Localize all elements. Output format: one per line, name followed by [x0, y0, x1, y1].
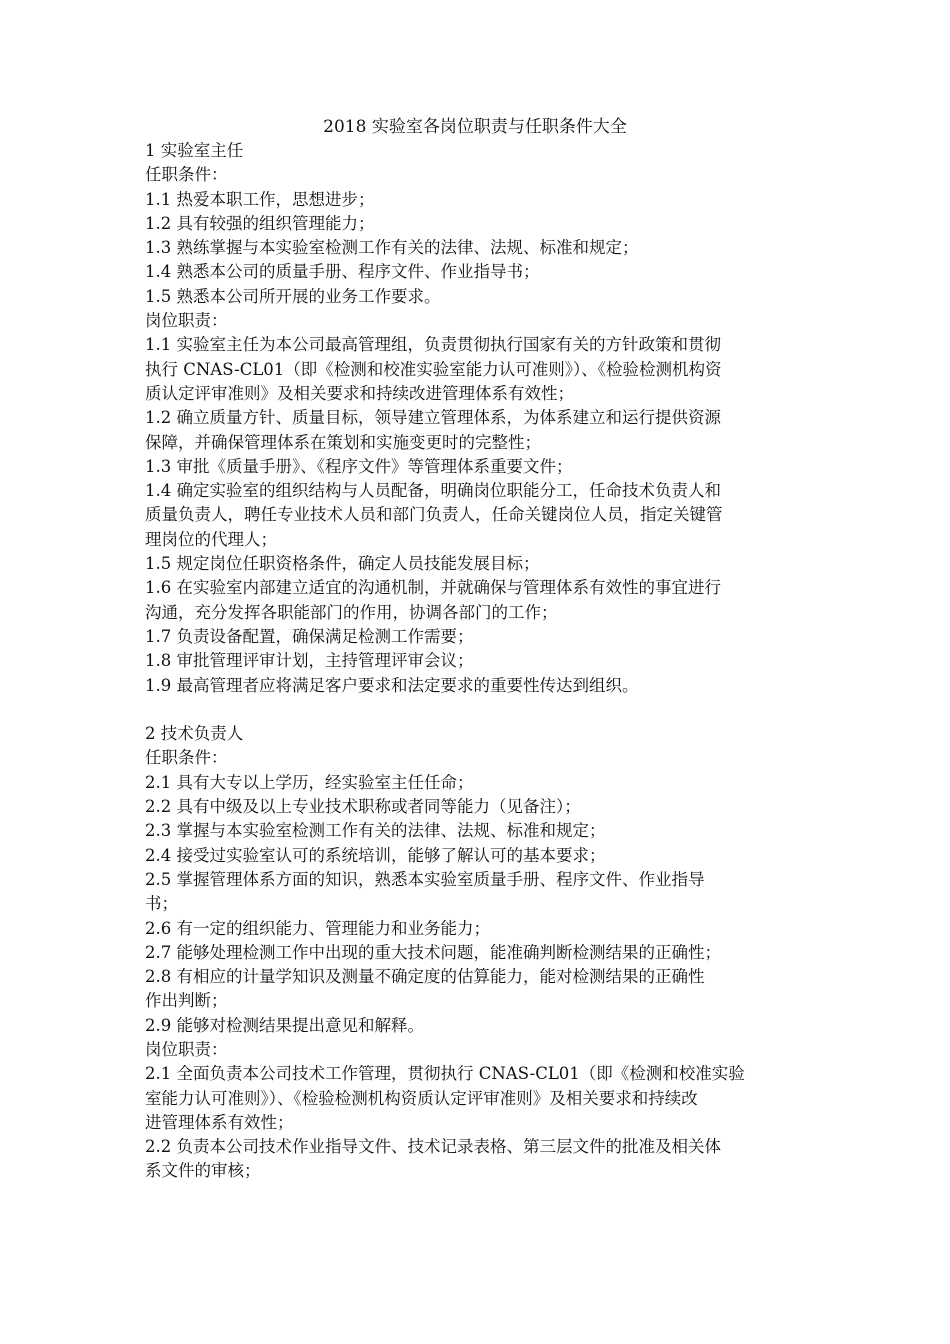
duty-1-6 — [145, 576, 813, 625]
condition-line: 作出判断； — [145, 991, 228, 1011]
condition-line: 2.5 掌握管理体系方面的知识，熟悉本实验室质量手册、程序文件、作业指导 — [145, 869, 705, 889]
duty-line: 系文件的审核； — [145, 1161, 261, 1181]
duty-line: 进管理体系有效性； — [145, 1112, 294, 1132]
duty-line: 2.1 全面负责本公司技术工作管理，贯彻执行 CNAS-CL01（即《检测和校准实验 — [145, 1064, 745, 1084]
condition-2-3: 2.3 掌握与本实验室检测工作有关的法律、法规、标准和规定； — [145, 821, 606, 841]
condition-2-8 — [145, 965, 813, 1014]
duty-line: 1.4 确定实验室的组织结构与人员配备，明确岗位职能分工，任命技术负责人和 — [145, 481, 721, 501]
duty-1-1 — [145, 333, 813, 406]
condition-2-5 — [145, 868, 813, 917]
duty-1-7: 1.7 负责设备配置，确保满足检测工作需要； — [145, 626, 474, 646]
duty-line: 质量负责人，聘任专业技术人员和部门负责人，任命关键岗位人员，指定关键管 — [145, 505, 723, 525]
section-2-duties-label: 岗位职责： — [145, 1039, 228, 1059]
duty-line: 1.1 实验室主任为本公司最高管理组，负责贯彻执行国家有关的方针政策和贯彻 — [145, 335, 721, 355]
condition-2-4: 2.4 接受过实验室认可的系统培训，能够了解认可的基本要求； — [145, 845, 606, 865]
duty-line: 室能力认可准则》）、《检验检测机构资质认定评审准则》及相关要求和持续改 — [145, 1088, 698, 1108]
section-2-heading: 2 技术负责人 — [145, 724, 244, 744]
condition-1-3: 1.3 熟练掌握与本实验室检测工作有关的法律、法规、标准和规定； — [145, 238, 639, 258]
duty-line: 1.2 确立质量方针、质量目标，领导建立管理体系，为体系建立和运行提供资源 — [145, 408, 721, 428]
condition-line: 2.8 有相应的计量学知识及测量不确定度的估算能力，能对检测结果的正确性 — [145, 967, 705, 987]
condition-1-2: 1.2 具有较强的组织管理能力； — [145, 213, 375, 233]
document-title: 2018 实验室各岗位职责与任职条件大全 — [323, 117, 627, 137]
condition-1-4: 1.4 熟悉本公司的质量手册、程序文件、作业指导书； — [145, 262, 540, 282]
duty-1-4 — [145, 479, 813, 552]
duty-line: 1.6 在实验室内部建立适宜的沟通机制，并就确保与管理体系有效性的事宜进行 — [145, 578, 721, 598]
duty-line: 保障，并确保管理体系在策划和实施变更时的完整性； — [145, 432, 541, 452]
duty-line: 执行 CNAS-CL01（即《检测和校准实验室能力认可准则》）、《检验检测机构资 — [145, 359, 722, 379]
duty-1-2 — [145, 406, 813, 455]
condition-line: 书； — [145, 894, 178, 914]
duty-1-8: 1.8 审批管理评审计划，主持管理评审会议； — [145, 651, 474, 671]
condition-2-9: 2.9 能够对检测结果提出意见和解释。 — [145, 1015, 424, 1035]
section-1-conditions-label: 任职条件： — [145, 165, 228, 185]
duty-1-5: 1.5 规定岗位任职资格条件，确定人员技能发展目标； — [145, 554, 540, 574]
duty-1-3: 1.3 审批《质量手册》、《程序文件》等管理体系重要文件； — [145, 456, 573, 476]
section-2-conditions-label: 任职条件： — [145, 748, 228, 768]
duty-line: 理岗位的代理人； — [145, 529, 277, 549]
document-body — [145, 139, 813, 1184]
section-1-heading: 1 实验室主任 — [145, 141, 244, 160]
condition-1-1: 1.1 热爱本职工作，思想进步； — [145, 189, 375, 209]
duty-2-2 — [145, 1135, 813, 1184]
condition-2-2: 2.2 具有中级及以上专业技术职称或者同等能力（见备注）； — [145, 797, 581, 817]
section-1-duties-label: 岗位职责： — [145, 311, 228, 331]
condition-2-7: 2.7 能够处理检测工作中出现的重大技术问题，能准确判断检测结果的正确性； — [145, 942, 721, 962]
duty-2-1 — [145, 1062, 813, 1135]
condition-2-6: 2.6 有一定的组织能力、管理能力和业务能力； — [145, 918, 490, 938]
duty-line: 2.2 负责本公司技术作业指导文件、技术记录表格、第三层文件的批准及相关体 — [145, 1137, 721, 1157]
condition-2-1: 2.1 具有大专以上学历，经实验室主任任命； — [145, 772, 474, 792]
duty-line: 质认定评审准则》及相关要求和持续改进管理体系有效性； — [145, 383, 574, 403]
duty-1-9: 1.9 最高管理者应将满足客户要求和法定要求的重要性传达到组织。 — [145, 675, 639, 695]
section-spacer — [145, 698, 813, 722]
condition-1-5: 1.5 熟悉本公司所开展的业务工作要求。 — [145, 286, 441, 306]
duty-line: 沟通，充分发挥各职能部门的作用，协调各部门的工作； — [145, 602, 558, 622]
